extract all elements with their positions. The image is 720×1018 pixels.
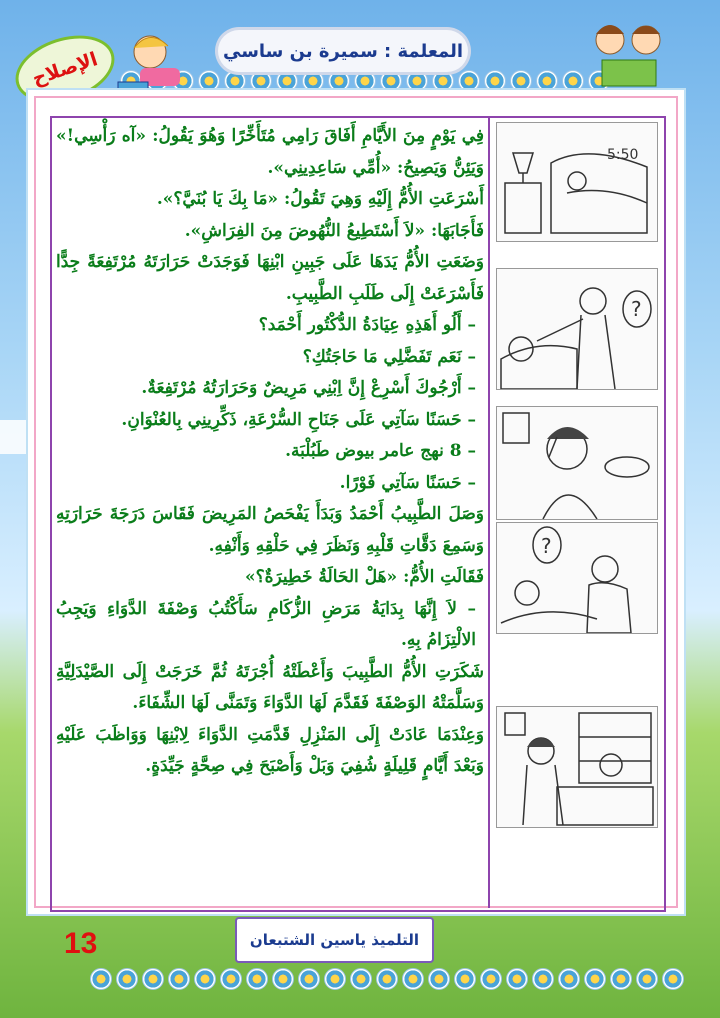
story-paragraph: شَكَرَتِ الأُمُّ الطَّبِيبَ وَأَعْطَتْهُ أُجْرَتَهُ ثُمَّ خَرَجَتْ إِلَى الصَّيْدَلِيَّةِ وَسَلَّمَتْهُ الوَصْفَةَ فَقَدَّمَ لَهَا الدَّوَاءَ وَتَمَنَّى لَهَا الشِّفَاءَ.	[56, 661, 484, 713]
page-number: 13	[64, 927, 98, 960]
clock-text: 5:50	[607, 147, 639, 163]
student-name: التلميذ ياسين الشتبعان	[249, 931, 420, 949]
dialog-line: – أَرْجُوكَ أَسْرِعْ إِنَّ اِبْنِي مَرِيضٌ وَحَرَارَتُهُ مُرْتَفِعَةٌ.	[141, 378, 476, 398]
question-mark: ?	[631, 297, 642, 321]
doctor-examining-boy-illustration	[496, 522, 658, 634]
flower-border-bottom	[90, 968, 684, 990]
dialog-line: – حَسَنًا سَآتِي عَلَى جَنَاحِ السُّرْعَةِ، ذَكِّرِينِي بِالعُنْوَانِ.	[121, 409, 476, 430]
dialog-line: – حَسَنًا سَآتِي فَوْرًا.	[339, 472, 476, 493]
story-paragraph: أَسْرَعَتِ الأُمُّ إِلَيْهِ وَهِيَ تَقُولُ: «مَا بِكَ يَا بُنَيَّ؟».	[156, 189, 484, 209]
dialog-line: – أَلُو أَهَذِهِ عِيَادَةُ الدُّكْتُور أَحْمَد؟	[258, 315, 476, 335]
question-mark: ?	[541, 534, 552, 558]
boy-in-bed-illustration	[496, 122, 658, 242]
mother-checking-fever-illustration	[496, 268, 658, 390]
correction-badge-label: الإصلاح	[29, 48, 101, 90]
dialog-line: – لاَ إِنَّهَا بِدَايَةُ مَرَضِ الزُّكَامِ سَأَكْتُبُ وَصْفَةَ الدَّوَاءِ وَيَجِبُ الالْتِزَامُ بِهِ.	[56, 598, 476, 650]
story-text	[56, 121, 484, 783]
story-paragraph: وَصَلَ الطَّبِيبُ أَحْمَدُ وَبَدَأَ يَفْحَصُ المَرِيضَ فَقَاسَ دَرَجَةَ حَرَارَتِهِ وَسَمِعَ دَقَّاتِ قَلْبِهِ وَنَظَرَ فِي حَلْقِهِ وَأَنْفِهِ.	[56, 504, 484, 556]
mother-on-phone-illustration	[496, 406, 658, 520]
story-paragraph: وَعِنْدَمَا عَادَتْ إِلَى المَنْزِلِ قَدَّمَتِ الدَّوَاءَ لِابْنِهَا وَوَاظَبَ عَلَيْهِ وَبَعْدَ أَيَّامٍ قَلِيلَةٍ شُفِيَ وَبَلْ وَأَصْبَحَ فِي صِحَّةٍ جَيِّدَةٍ.	[56, 724, 484, 776]
story-paragraph: فِي يَوْمٍ مِنَ الأَيَّامِ أَفَاقَ رَامِي مُتَأَخِّرًا وَهُوَ يَقُولُ: «آه رَأْسِي!» وَيَئِنُّ وَيَصِيحُ: «أُمِّي سَاعِدِينِي».	[56, 126, 484, 178]
girl-reading-icon	[110, 22, 210, 102]
story-paragraph: فَأَجَابَهَا: «لاَ أَسْتَطِيعُ النُّهُوضَ مِنَ الفِرَاشِ».	[184, 220, 484, 241]
children-reading-icon	[580, 16, 680, 96]
pharmacy-illustration	[496, 706, 658, 828]
dialog-line: – 8 نهج عامر بيوض طَبُلْبَة.	[285, 441, 476, 461]
dialog-line: – نَعَم تَفَضَّلِي مَا حَاجَتُكِ؟	[302, 346, 476, 367]
story-paragraph: وَضَعَتِ الأُمُّ يَدَهَا عَلَى جَبِينِ ابْنِهَا فَوَجَدَتْ حَرَارَتَهُ مُرْتَفِعَةً جِدًّا فَأَسْرَعَتْ إِلَى طَلَبِ الطَّبِيبِ.	[56, 252, 484, 304]
teacher-name: المعلمة : سميرة بن ساسي	[222, 40, 464, 62]
column-divider	[488, 116, 490, 908]
student-name-box	[235, 917, 434, 963]
teacher-banner	[218, 30, 468, 72]
story-paragraph: فَقَالَتِ الأُمُّ: «هَلْ الحَالَةُ خَطِيرَةٌ؟»	[244, 567, 484, 587]
